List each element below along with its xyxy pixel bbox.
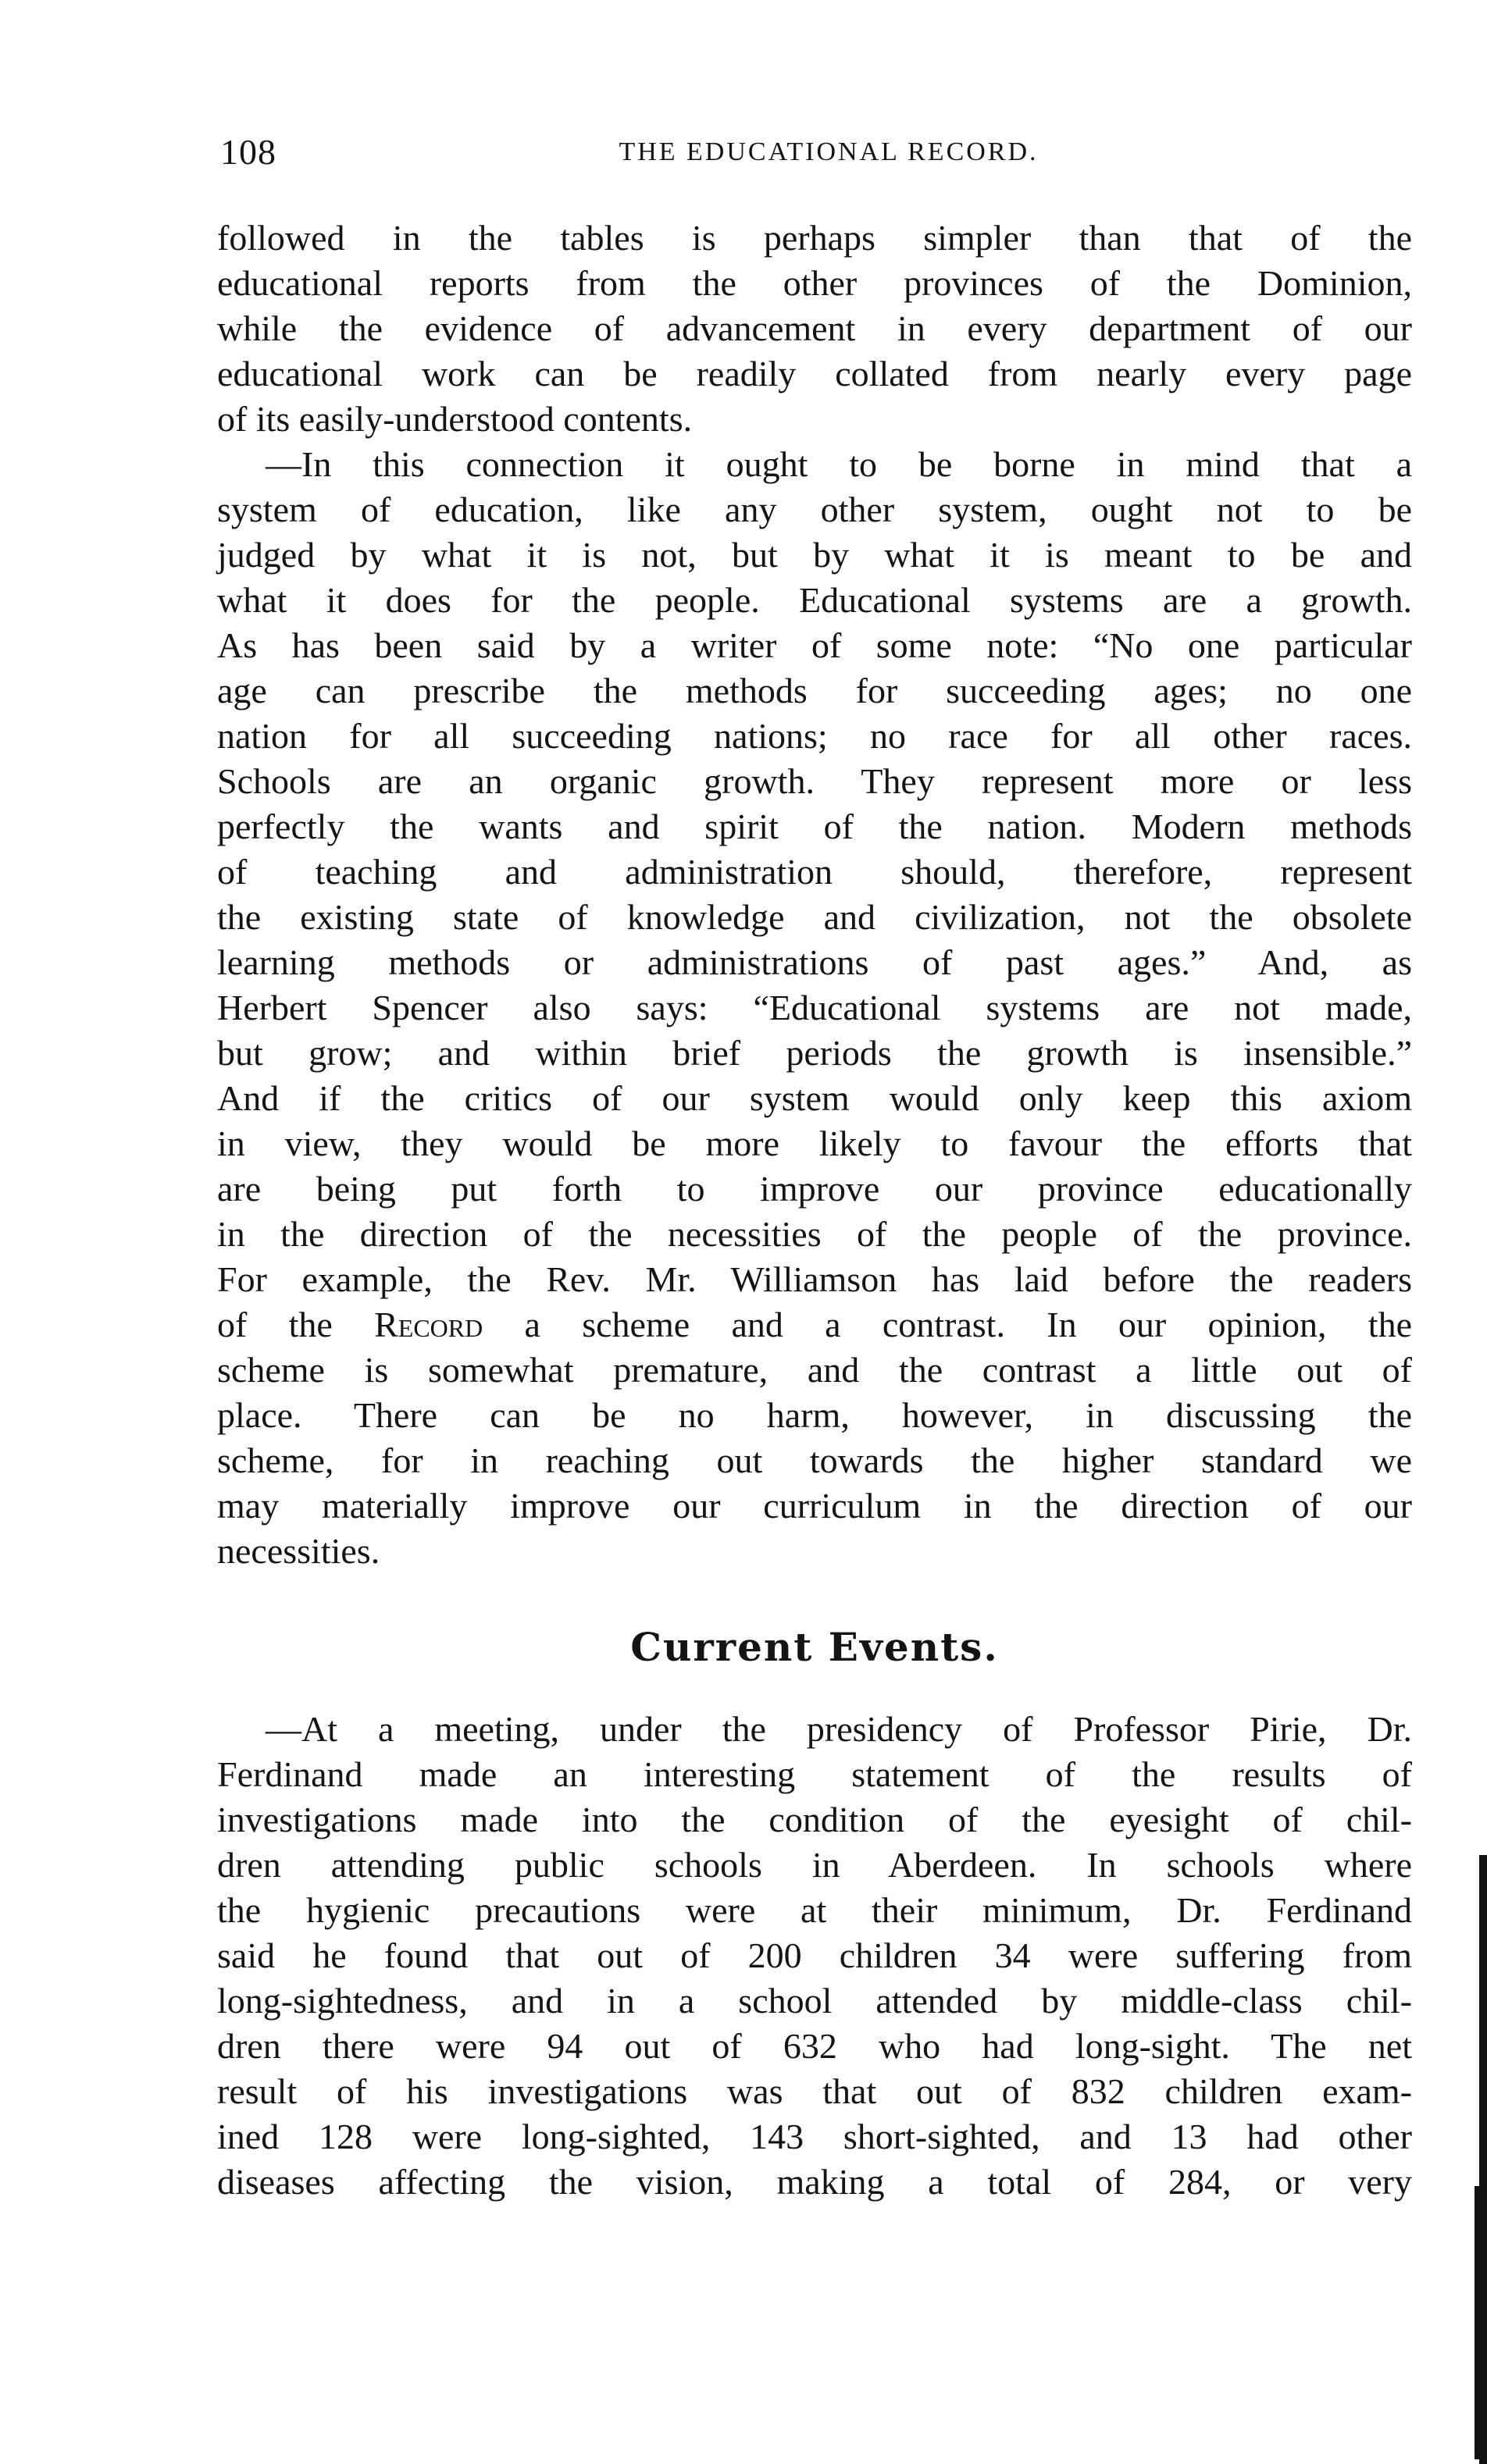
text-line: the existing state of knowledge and civilization, not the obsolete — [217, 897, 1412, 937]
text-line: in view, they would be more likely to favour the efforts that — [217, 1123, 1412, 1163]
text-line: said he found that out of 200 children 34 were suffering from — [217, 1935, 1412, 1975]
text-line: Herbert Spencer also says: “Educational systems are not made, — [217, 988, 1412, 1027]
text-line: in the direction of the necessities of the people of the province. — [217, 1214, 1412, 1254]
running-head — [216, 131, 1410, 178]
text-fragment: of the — [217, 1305, 375, 1344]
paragraph-1 — [217, 215, 1412, 442]
text-line: Ferdinand made an interesting statement of the results of — [217, 1754, 1412, 1794]
text-line: For example, the Rev. Mr. Williamson has laid before the readers — [217, 1259, 1412, 1299]
text-line: may materially improve our curriculum in the direction of our — [217, 1486, 1412, 1526]
section-heading: Current Events. — [630, 1624, 999, 1670]
text-line: —In this connection it ought to be borne in mind that a — [266, 444, 1412, 484]
text-line: place. There can be no harm, however, in discussing the — [217, 1395, 1412, 1435]
text-line: while the evidence of advancement in every department of our — [217, 308, 1412, 348]
text-line: Schools are an organic growth. They represent more or less — [217, 761, 1412, 801]
text-line: of its easily-understood contents. — [217, 399, 693, 439]
text-line: judged by what it is not, but by what it is meant to be and — [217, 535, 1412, 575]
text-line: what it does for the people. Educational systems are a growth. — [217, 580, 1412, 620]
text-line: —At a meeting, under the presidency of Professor Pirie, Dr. — [266, 1709, 1412, 1749]
text-line: necessities. — [217, 1531, 380, 1571]
scan-edge-shadow — [1475, 2186, 1487, 2459]
text-line: are being put forth to improve our province educationally — [217, 1169, 1412, 1209]
text-line: diseases affecting the vision, making a total of 284, or very — [217, 2162, 1412, 2202]
text-line: dren attending public schools in Aberdeen. In schools where — [217, 1845, 1412, 1885]
text-line: followed in the tables is perhaps simpler than that of the — [217, 218, 1412, 258]
text-line — [217, 1302, 1412, 1348]
text-line: age can prescribe the methods for succeeding ages; no one — [217, 671, 1412, 710]
text-line: dren there were 94 out of 632 who had long-sight. The net — [217, 2026, 1412, 2066]
text-line: scheme is somewhat premature, and the contrast a little out of — [217, 1350, 1412, 1390]
text-line: educational work can be readily collated from nearly every page — [217, 354, 1412, 393]
text-fragment: a scheme and a contrast. In our opinion, the — [483, 1305, 1412, 1344]
text-line: the hygienic precautions were at their minimum, Dr. Ferdinand — [217, 1890, 1412, 1930]
journal-title: THE EDUCATIONAL RECORD. — [619, 137, 1039, 166]
text-line: investigations made into the condition of the eyesight of chil- — [217, 1800, 1412, 1839]
record-journal-name: Record — [374, 1305, 483, 1344]
text-line: educational reports from the other provinces of the Dominion, — [217, 263, 1412, 303]
text-line: nation for all succeeding nations; no race for all other races. — [217, 716, 1412, 756]
text-line: but grow; and within brief periods the growth is insensible.” — [217, 1033, 1412, 1073]
text-line: long-sightedness, and in a school attended by middle-class chil- — [217, 1981, 1412, 2021]
text-line: result of his investigations was that out of 832 children exam- — [217, 2071, 1412, 2111]
text-line: scheme, for in reaching out towards the higher standard we — [217, 1440, 1412, 1480]
paragraph-2 — [217, 442, 1412, 1574]
text-line: system of education, like any other system, ought not to be — [217, 490, 1412, 529]
text-line: And if the critics of our system would only keep this axiom — [217, 1078, 1412, 1118]
text-line: ined 128 were long-sighted, 143 short-sighted, and 13 had other — [217, 2117, 1412, 2156]
text-line: perfectly the wants and spirit of the nation. Modern methods — [217, 806, 1412, 846]
text-line: of teaching and administration should, therefore, represent — [217, 852, 1412, 892]
text-line: As has been said by a writer of some note: “No one particular — [217, 625, 1412, 665]
paragraph-3 — [217, 1707, 1412, 2205]
text-line: learning methods or administrations of past ages.” And, as — [217, 942, 1412, 982]
page-number: 108 — [220, 132, 276, 172]
